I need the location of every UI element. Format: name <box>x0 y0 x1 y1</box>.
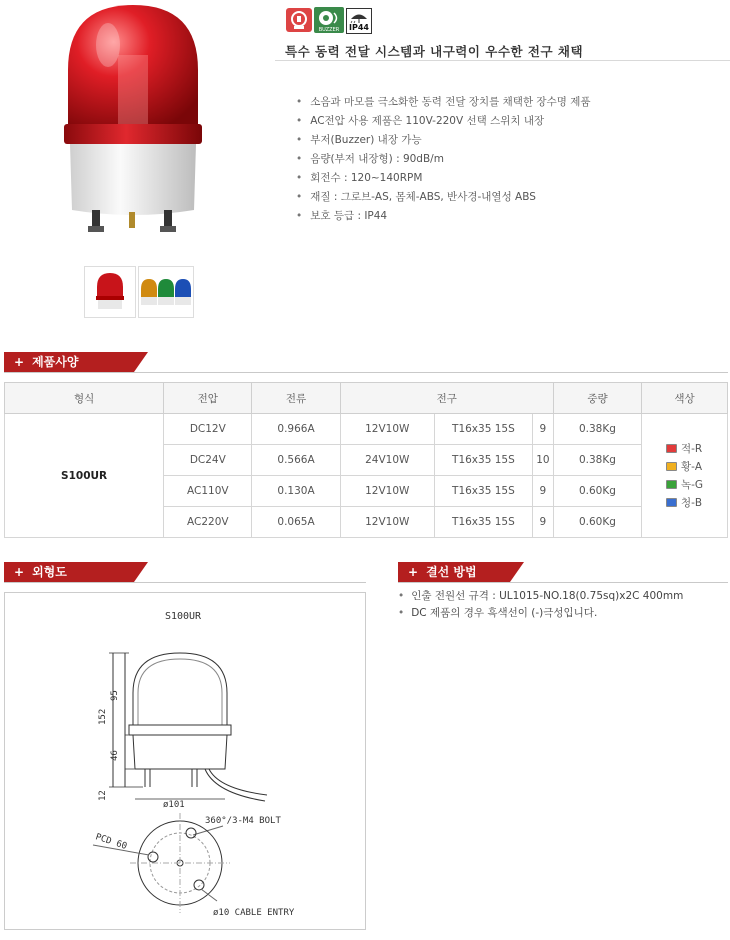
bulb-qty-cell: 9 <box>532 507 553 538</box>
bulb-watt-cell: 12V10W <box>340 414 434 445</box>
current-cell: 0.130A <box>252 476 340 507</box>
bulb-watt-cell: 12V10W <box>340 507 434 538</box>
col-header: 전압 <box>164 383 252 414</box>
col-header: 중량 <box>553 383 641 414</box>
model-cell: S100UR <box>5 414 164 538</box>
red-swatch-icon <box>666 444 677 453</box>
voltage-cell: DC24V <box>164 445 252 476</box>
wiring-item: • 인출 전원선 규격 : UL1015-NO.18(0.75sq)x2C 400mm <box>398 588 683 605</box>
spec-section-title: 제품사양 <box>32 355 79 369</box>
green-swatch-icon <box>666 480 677 489</box>
divider <box>4 582 366 583</box>
bulb-type-cell: T16x35 15S <box>434 476 532 507</box>
thumbnail-red-lamp[interactable] <box>84 266 136 318</box>
feature-item: • 음량(부저 내장형) : 90dB/m <box>296 150 590 169</box>
outline-section-header: + 외형도 <box>4 562 134 582</box>
warning-light-icon <box>286 8 312 32</box>
current-cell: 0.566A <box>252 445 340 476</box>
col-header: 형식 <box>5 383 164 414</box>
wiring-list <box>398 588 683 622</box>
bulb-watt-cell: 12V10W <box>340 476 434 507</box>
bulb-qty-cell: 9 <box>532 476 553 507</box>
wiring-section-header: + 결선 방법 <box>398 562 510 582</box>
feature-item: • AC전압 사용 제품은 110V-220V 선택 스위치 내장 <box>296 112 590 131</box>
dim-diameter-label: ø101 <box>163 800 185 810</box>
divider <box>4 372 728 373</box>
dim-152-label: 152 <box>98 708 108 725</box>
spec-section-header: + 제품사양 <box>4 352 134 372</box>
divider <box>398 582 728 583</box>
dim-12-label: 12 <box>98 790 108 801</box>
wiring-item: • DC 제품의 경우 흑색선이 (-)극성입니다. <box>398 605 683 622</box>
dim-95-label: 95 <box>110 690 120 701</box>
feature-item: • 재질 : 그로브-AS, 몸체-ABS, 반사경-내열성 ABS <box>296 188 590 207</box>
bulb-type-cell: T16x35 15S <box>434 507 532 538</box>
color-option: 녹-G <box>666 476 703 494</box>
bulb-type-cell: T16x35 15S <box>434 445 532 476</box>
color-cell <box>642 414 728 538</box>
feature-item: • 회전수 : 120~140RPM <box>296 169 590 188</box>
col-header: 전구 <box>340 383 553 414</box>
table-header-row <box>5 383 728 414</box>
bulb-watt-cell: 24V10W <box>340 445 434 476</box>
wiring-section-title: 결선 방법 <box>426 565 477 579</box>
outline-drawing <box>4 592 366 930</box>
spec-table <box>4 382 728 538</box>
outline-section-title: 외형도 <box>32 565 67 579</box>
drawing-model-label: S100UR <box>164 611 202 622</box>
buzzer-icon <box>314 8 344 32</box>
bulb-qty-cell: 9 <box>532 414 553 445</box>
color-option: 황-A <box>666 458 703 476</box>
weight-cell: 0.38Kg <box>553 414 641 445</box>
blue-swatch-icon <box>666 498 677 507</box>
voltage-cell: AC110V <box>164 476 252 507</box>
thumbnail-color-variants[interactable] <box>138 266 194 318</box>
weight-cell: 0.60Kg <box>553 507 641 538</box>
ip44-icon: IP44 <box>346 8 372 34</box>
svg-text:BUZZER: BUZZER <box>318 27 340 33</box>
amber-swatch-icon <box>666 462 677 471</box>
feature-item: • 소음과 마모를 극소화한 동력 전달 장치를 채택한 장수명 제품 <box>296 93 590 112</box>
dim-46-label: 46 <box>110 750 120 761</box>
current-cell: 0.065A <box>252 507 340 538</box>
col-header: 색상 <box>642 383 728 414</box>
weight-cell: 0.38Kg <box>553 445 641 476</box>
weight-cell: 0.60Kg <box>553 476 641 507</box>
feature-list <box>296 93 590 226</box>
bolt-label: 360°/3-M4 BOLT <box>205 816 281 826</box>
feature-item: • 부저(Buzzer) 내장 가능 <box>296 131 590 150</box>
divider <box>275 60 730 61</box>
cable-entry-label: ø10 CABLE ENTRY <box>213 908 295 918</box>
color-option: 적-R <box>666 440 703 458</box>
headline: 특수 동력 전달 시스템과 내구력이 우수한 전구 채택 <box>285 44 584 59</box>
voltage-cell: DC12V <box>164 414 252 445</box>
col-header: 전류 <box>252 383 340 414</box>
color-option: 청-B <box>666 494 703 512</box>
feature-icons <box>286 8 372 34</box>
feature-item: • 보호 등급 : IP44 <box>296 207 590 226</box>
voltage-cell: AC220V <box>164 507 252 538</box>
bulb-type-cell: T16x35 15S <box>434 414 532 445</box>
table-row <box>5 414 728 445</box>
product-photo <box>58 0 208 245</box>
current-cell: 0.966A <box>252 414 340 445</box>
bulb-qty-cell: 10 <box>532 445 553 476</box>
pcd-label: PCD 60 <box>94 832 129 852</box>
